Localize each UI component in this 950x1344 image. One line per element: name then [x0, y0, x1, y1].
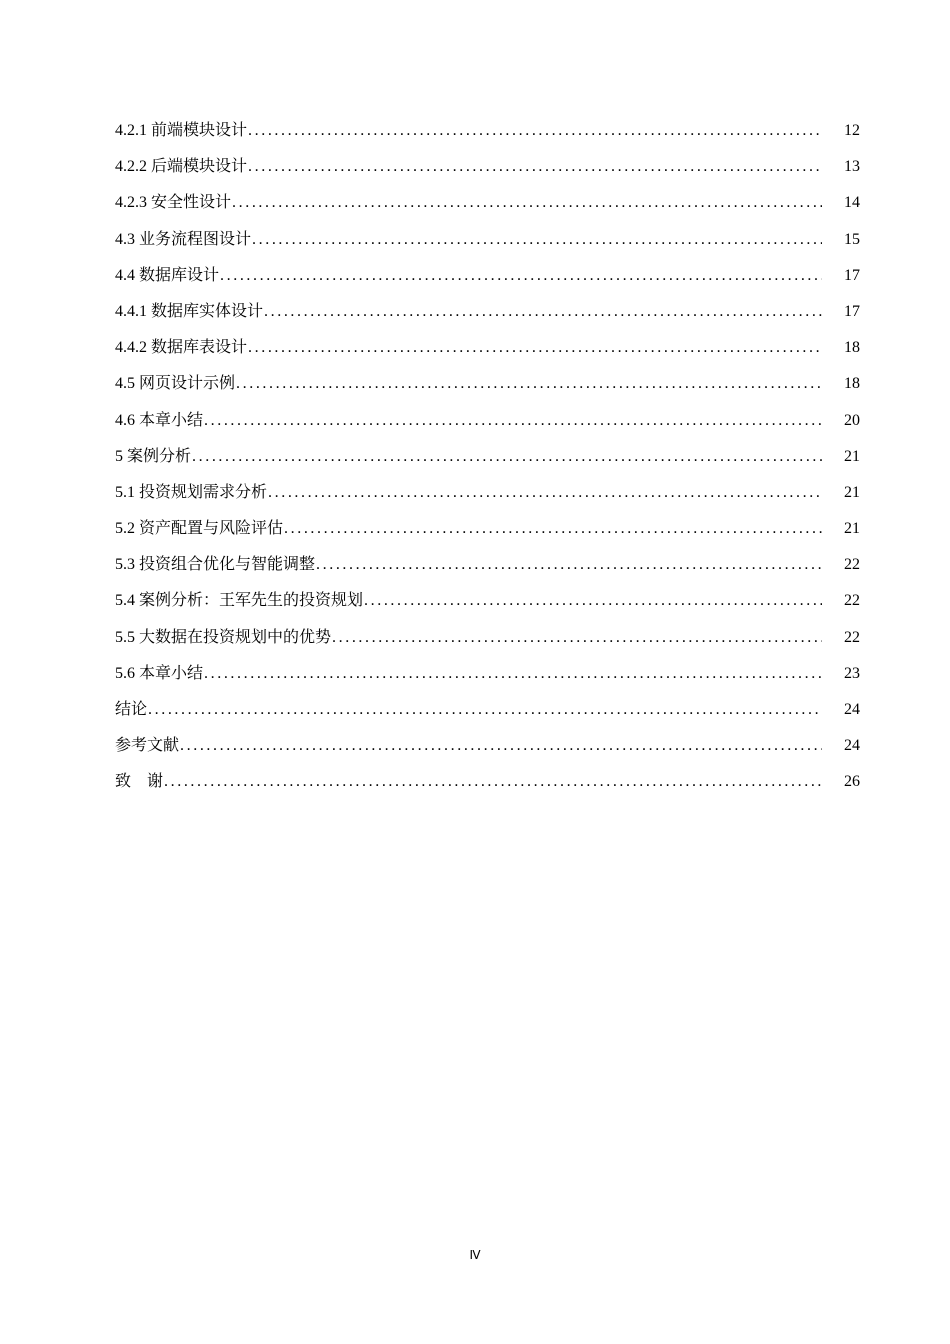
toc-entry-title: 4.2.2 后端模块设计 [115, 158, 248, 176]
toc-entry-page: 23 [844, 664, 860, 682]
dot-leader [164, 764, 822, 800]
dot-leader [248, 149, 822, 185]
dot-leader [248, 113, 822, 149]
toc-entry[interactable] [115, 222, 860, 258]
toc-entry[interactable] [115, 366, 860, 402]
dot-leader [220, 258, 822, 294]
toc-entry-page: 24 [844, 737, 860, 755]
toc-entry-page: 22 [844, 556, 860, 574]
dot-leader [204, 403, 822, 439]
toc-entry-page: 21 [844, 447, 860, 465]
toc-entry[interactable] [115, 620, 860, 656]
toc-entry-page: 18 [844, 375, 860, 393]
toc-entry-title: 4.2.3 安全性设计 [115, 194, 232, 212]
toc-entry[interactable] [115, 764, 860, 800]
toc-entry-title: 5.5 大数据在投资规划中的优势 [115, 628, 332, 646]
toc-entry-page: 13 [844, 158, 860, 176]
dot-leader [332, 620, 822, 656]
toc-entry-title: 5 案例分析 [115, 447, 192, 465]
toc-entry[interactable] [115, 113, 860, 149]
dot-leader [252, 222, 822, 258]
toc-entry[interactable] [115, 403, 860, 439]
dot-leader [204, 656, 822, 692]
toc-entry[interactable] [115, 656, 860, 692]
toc-entry-title: 参考文献 [115, 737, 180, 755]
toc-entry-title: 5.3 投资组合优化与智能调整 [115, 556, 316, 574]
toc-entry-title: 4.4.1 数据库实体设计 [115, 302, 264, 320]
toc-entry[interactable] [115, 258, 860, 294]
toc-entry-title: 5.1 投资规划需求分析 [115, 483, 268, 501]
table-of-contents [115, 113, 860, 801]
toc-entry-page: 15 [844, 230, 860, 248]
dot-leader [148, 692, 822, 728]
toc-entry[interactable] [115, 511, 860, 547]
toc-entry-title: 4.4.2 数据库表设计 [115, 339, 248, 357]
toc-entry-page: 21 [844, 483, 860, 501]
toc-entry-title: 4.6 本章小结 [115, 411, 204, 429]
dot-leader [232, 185, 822, 221]
toc-entry-page: 17 [844, 266, 860, 284]
toc-entry-title: 致 谢 [115, 773, 164, 791]
toc-entry[interactable] [115, 583, 860, 619]
toc-entry[interactable] [115, 692, 860, 728]
toc-entry-page: 20 [844, 411, 860, 429]
toc-entry-page: 26 [844, 773, 860, 791]
toc-entry[interactable] [115, 728, 860, 764]
dot-leader [192, 439, 822, 475]
dot-leader [268, 475, 822, 511]
toc-entry-title: 4.2.1 前端模块设计 [115, 122, 248, 139]
toc-entry-page: 22 [844, 628, 860, 646]
toc-entry-title: 5.4 案例分析：王军先生的投资规划 [115, 592, 364, 610]
toc-entry-page: 18 [844, 339, 860, 357]
dot-leader [236, 366, 822, 402]
dot-leader [264, 294, 822, 330]
toc-entry-title: 4.4 数据库设计 [115, 266, 220, 284]
toc-entry-title: 结论 [115, 701, 148, 718]
toc-entry-title: 5.2 资产配置与风险评估 [115, 520, 284, 538]
toc-entry[interactable] [115, 330, 860, 366]
dot-leader [248, 330, 822, 366]
toc-entry[interactable] [115, 475, 860, 511]
toc-entry-page: 24 [844, 701, 860, 718]
toc-entry[interactable] [115, 439, 860, 475]
dot-leader [180, 728, 822, 764]
toc-entry-title: 4.5 网页设计示例 [115, 375, 236, 393]
toc-entry[interactable] [115, 547, 860, 583]
dot-leader [316, 547, 822, 583]
dot-leader [364, 583, 822, 619]
toc-entry-page: 17 [844, 302, 860, 320]
page-number: Ⅳ [469, 1248, 481, 1262]
toc-entry-title: 4.3 业务流程图设计 [115, 230, 252, 248]
toc-entry-title: 5.6 本章小结 [115, 664, 204, 682]
toc-entry-page: 14 [844, 194, 860, 212]
dot-leader [284, 511, 822, 547]
toc-entry-page: 21 [844, 520, 860, 538]
toc-entry[interactable] [115, 185, 860, 221]
toc-entry[interactable] [115, 149, 860, 185]
toc-entry-page: 22 [844, 592, 860, 610]
toc-entry-page: 12 [844, 122, 860, 139]
toc-entry[interactable] [115, 294, 860, 330]
